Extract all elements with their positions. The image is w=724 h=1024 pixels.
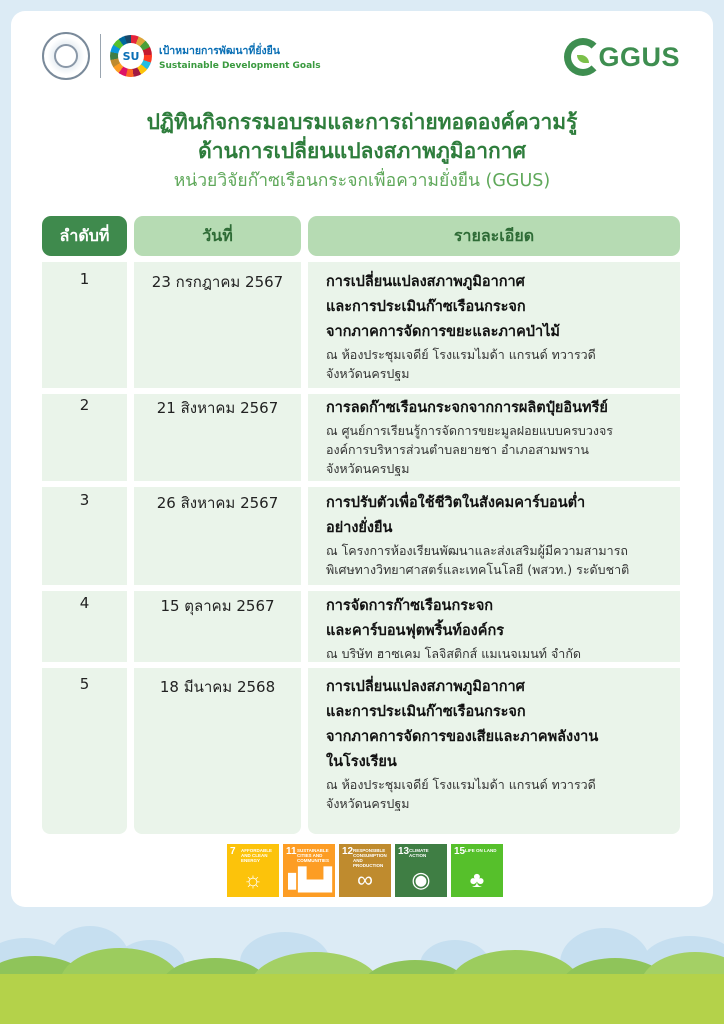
sdg-label: RESPONSIBLE CONSUMPTION AND PRODUCTION [353,848,387,868]
ggus-logo-text: GGUS [598,41,680,72]
sdg-12-tile [339,844,391,897]
row-place-line: องค์การบริหารส่วนตำบลยายชา อำเภอสามพราน [326,442,589,457]
column-date-bg [134,262,301,834]
header-logos [42,32,321,80]
sdg-number: 11 [286,846,297,857]
row-title-line: จากภาคการจัดการขยะและภาคป่าไม้ [326,324,560,340]
row-number: 2 [79,396,90,414]
row-date: 23 กรกฎาคม 2567 [151,273,284,291]
row-place-line: ณ ห้องประชุมเจดีย์ โรงแรมไมด้า แกรนด์ ทวารวดี [326,777,596,792]
ggus-logo [564,38,680,76]
infinity-loop-icon: ∞ [357,867,373,892]
sdg-label: SUSTAINABLE CITIES AND COMMUNITIES [297,848,329,863]
eye-globe-icon: ◉ [411,867,431,892]
row-place-line: ณ ศูนย์การเรียนรู้การจัดการขยะมูลฝอยแบบครบวงจร [326,423,614,438]
row-detail [326,594,672,663]
sdg-number: 12 [342,846,354,857]
sdg-number: 7 [230,846,236,857]
row-title-line: การปรับตัวเพื่อใช้ชีวิตในสังคมคาร์บอนต่ำ [326,495,586,511]
title-block [0,108,724,196]
row-title-line: การลดก๊าซเรือนกระจกจากการผลิตปุ๋ยอินทรีย์ [326,400,608,416]
sdg-icons-row [227,844,503,897]
row-title-line: จากภาคการจัดการของเสียและภาคพลังงาน [326,729,599,745]
row-title-line: และการประเมินก๊าซเรือนกระจก [326,299,526,315]
landscape-decoration [0,918,724,1024]
row-place-line: ณ โครงการห้องเรียนพัฒนาและส่งเสริมผู้มีความสามารถ [326,543,628,558]
sdg-thai-label: เป้าหมายการพัฒนาที่ยั่งยืน [159,44,280,57]
sdg-label: LIFE ON LAND [465,848,497,853]
row-detail [326,270,672,383]
row-number: 1 [79,270,90,288]
sdg-label: AFFORDABLE AND CLEAN ENERGY [241,848,272,863]
row-place-line: จังหวัดนครปฐม [326,366,410,381]
university-seal-icon [42,32,90,80]
sdg-15-tile [451,844,503,897]
sdg-7-tile [227,844,279,897]
sdg-wheel-icon [110,35,152,77]
row-place-line: จังหวัดนครปฐม [326,796,410,811]
sdg-number: 13 [398,846,410,857]
row-date: 26 สิงหาคม 2567 [156,494,279,512]
row-detail [326,675,672,813]
row-place-line: จังหวัดนครปฐม [326,461,410,476]
row-title-line: ในโรงเรียน [326,754,397,770]
row-title-line: อย่างยั่งยืน [326,520,393,536]
logo-divider [100,34,101,78]
row-place-line: ณ บริษัท ฮาซเคม โลจิสติกส์ แมเนจเมนท์ จำกัด [326,646,582,661]
title-line-1: ปฏิทินกิจกรรมอบรมและการถ่ายทอดองค์ความรู้ [146,110,578,134]
row-detail [326,396,672,478]
row-number: 4 [79,594,90,612]
sdg-english-label: Sustainable Development Goals [159,60,321,71]
row-separator [42,388,680,394]
row-title-line: การเปลี่ยนแปลงสภาพภูมิอากาศ [326,679,525,695]
row-separator [42,481,680,487]
row-detail [326,491,672,579]
tree-birds-icon: ♣ [469,867,485,892]
row-title-line: การเปลี่ยนแปลงสภาพภูมิอากาศ [326,274,525,290]
header-number: ลำดับที่ [42,216,127,256]
column-number-bg [42,262,127,834]
header-detail: รายละเอียด [308,216,680,256]
sdg-13-tile [395,844,447,897]
title-line-2: ด้านการเปลี่ยนแปลงสภาพภูมิอากาศ [198,139,526,163]
sdg-label: CLIMATE ACTION [409,848,429,858]
header-date: วันที่ [134,216,301,256]
row-title-line: การจัดการก๊าซเรือนกระจก [326,598,494,614]
row-number: 5 [79,675,90,693]
row-date: 15 ตุลาคม 2567 [160,597,275,615]
sdg-text-block [159,42,321,71]
row-number: 3 [79,491,90,509]
row-separator [42,585,680,591]
row-date: 18 มีนาคม 2568 [159,678,276,696]
sun-power-icon: ☼ [242,867,264,892]
city-buildings-icon: ▮▙▟ [286,867,332,892]
ggus-leaf-g-icon [564,38,602,76]
row-date: 21 สิงหาคม 2567 [156,399,279,417]
grass-ground [0,974,724,1024]
title-line-3: หน่วยวิจัยก๊าซเรือนกระจกเพื่อความยั่งยืน (GGUS) [173,171,551,191]
sdg-number: 15 [454,846,466,857]
row-place-line: ณ ห้องประชุมเจดีย์ โรงแรมไมด้า แกรนด์ ทวารวดี [326,347,596,362]
sdg-11-tile [283,844,335,897]
sdg-logo-text: SU [118,43,144,69]
row-place-line: พิเศษทางวิทยาศาสตร์และเทคโนโลยี (พสวท.) ระดับชาติ [326,562,630,577]
row-title-line: และการประเมินก๊าซเรือนกระจก [326,704,526,720]
row-title-line: และคาร์บอนฟุตพริ้นท์องค์กร [326,623,505,639]
